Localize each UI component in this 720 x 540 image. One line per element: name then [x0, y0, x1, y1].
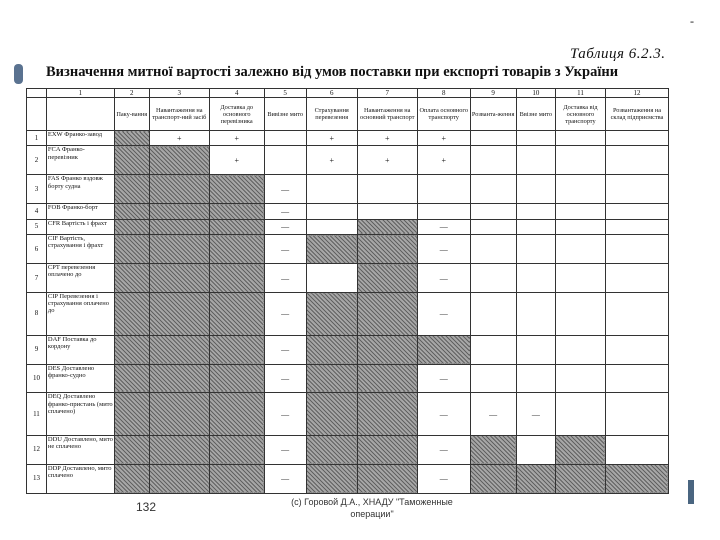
shaded-cell — [114, 219, 149, 234]
shaded-cell — [149, 464, 209, 493]
empty-cell — [605, 335, 668, 364]
table-row — [27, 464, 669, 493]
column-number: 7 — [357, 89, 417, 98]
table-number: Таблиця 6.2.3. — [570, 46, 666, 62]
row-number: 3 — [27, 175, 47, 204]
column-header: Навантаження на транспорт-ний засіб — [149, 98, 209, 131]
shaded-cell — [209, 364, 264, 393]
incoterm-cell: DDU Доставлено, мито не сплачено — [46, 435, 114, 464]
empty-cell — [605, 219, 668, 234]
shaded-cell — [209, 293, 264, 336]
value-cell: — — [417, 264, 470, 293]
value-cell: + — [209, 131, 264, 146]
value-cell: + — [149, 131, 209, 146]
shaded-cell — [209, 393, 264, 436]
row-number: 12 — [27, 435, 47, 464]
empty-cell — [470, 293, 516, 336]
empty-cell — [306, 204, 357, 219]
row-number: 8 — [27, 293, 47, 336]
empty-cell — [470, 204, 516, 219]
value-cell: — — [264, 264, 306, 293]
value-cell: — — [264, 393, 306, 436]
value-cell: — — [264, 364, 306, 393]
shaded-cell — [209, 264, 264, 293]
shaded-cell — [149, 435, 209, 464]
column-header: Розвантаження на склад підприємства — [605, 98, 668, 131]
value-cell: — — [264, 335, 306, 364]
empty-cell — [605, 435, 668, 464]
empty-cell — [605, 235, 668, 264]
value-cell: — — [264, 464, 306, 493]
value-cell: — — [264, 204, 306, 219]
empty-cell — [605, 131, 668, 146]
column-number: 2 — [114, 89, 149, 98]
empty-cell — [605, 175, 668, 204]
shaded-cell — [114, 364, 149, 393]
empty-cell — [470, 175, 516, 204]
row-number: 13 — [27, 464, 47, 493]
column-header: Доставка від основного транспорту — [555, 98, 605, 131]
shaded-cell — [516, 464, 555, 493]
shaded-cell — [149, 293, 209, 336]
row-number: 1 — [27, 131, 47, 146]
column-number: 10 — [516, 89, 555, 98]
column-header: Страхування перевезення — [306, 98, 357, 131]
empty-cell — [555, 364, 605, 393]
column-number: 4 — [209, 89, 264, 98]
shaded-cell — [306, 364, 357, 393]
empty-cell — [306, 175, 357, 204]
table-row — [27, 364, 669, 393]
empty-cell — [516, 219, 555, 234]
incoterm-cell: FOB Франко-борт — [46, 204, 114, 219]
column-header: Розванта-ження — [470, 98, 516, 131]
shaded-cell — [357, 393, 417, 436]
shaded-cell — [209, 175, 264, 204]
shaded-cell — [555, 464, 605, 493]
empty-cell — [605, 146, 668, 175]
empty-cell — [555, 204, 605, 219]
empty-cell — [516, 364, 555, 393]
row-number: 11 — [27, 393, 47, 436]
row-number: 7 — [27, 264, 47, 293]
empty-cell — [516, 293, 555, 336]
empty-cell — [555, 131, 605, 146]
row-number: 5 — [27, 219, 47, 234]
shaded-cell — [209, 335, 264, 364]
shaded-cell — [417, 335, 470, 364]
empty-cell — [264, 131, 306, 146]
shaded-cell — [114, 335, 149, 364]
page-number: 132 — [136, 500, 157, 514]
table-row — [27, 293, 669, 336]
column-number-row — [27, 89, 669, 98]
shaded-cell — [357, 235, 417, 264]
empty-cell — [555, 235, 605, 264]
shaded-cell — [209, 219, 264, 234]
shaded-cell — [357, 464, 417, 493]
shaded-cell — [149, 175, 209, 204]
value-cell: — — [417, 293, 470, 336]
page-dash-mark: - — [690, 14, 694, 28]
slide-marker — [14, 64, 23, 84]
shaded-cell — [114, 175, 149, 204]
empty-cell — [470, 219, 516, 234]
value-cell: — — [417, 364, 470, 393]
value-cell: — — [417, 435, 470, 464]
empty-cell — [470, 364, 516, 393]
empty-cell — [516, 335, 555, 364]
shaded-cell — [114, 393, 149, 436]
column-header: Вивізне мито — [264, 98, 306, 131]
value-cell: + — [306, 131, 357, 146]
column-number: 12 — [605, 89, 668, 98]
incoterm-cell: FAS Франко вздовж борту судна — [46, 175, 114, 204]
empty-cell — [306, 219, 357, 234]
column-number: 3 — [149, 89, 209, 98]
empty-cell — [605, 364, 668, 393]
page-title: Визначення митної вартості залежно від умов поставки при експорті товарів з України — [46, 64, 619, 80]
empty-cell — [516, 264, 555, 293]
shaded-cell — [114, 131, 149, 146]
value-cell: + — [417, 146, 470, 175]
column-number: 11 — [555, 89, 605, 98]
column-header-row — [27, 98, 669, 131]
table-row — [27, 175, 669, 204]
table-row — [27, 219, 669, 234]
corner-cell — [27, 98, 47, 131]
shaded-cell — [306, 293, 357, 336]
column-header: Оплата основного транспорту — [417, 98, 470, 131]
shaded-cell — [306, 335, 357, 364]
empty-cell — [555, 335, 605, 364]
incoterm-cell: DDP Доставлено, мито сплачено — [46, 464, 114, 493]
column-header: Ввізне мито — [516, 98, 555, 131]
column-number: 6 — [306, 89, 357, 98]
value-cell: — — [417, 235, 470, 264]
empty-cell — [306, 264, 357, 293]
shaded-cell — [149, 264, 209, 293]
shaded-cell — [114, 146, 149, 175]
incoterm-cell: CIF Вартість, страхування і фрахт — [46, 235, 114, 264]
empty-cell — [417, 175, 470, 204]
empty-cell — [470, 235, 516, 264]
shaded-cell — [209, 235, 264, 264]
column-number: 9 — [470, 89, 516, 98]
empty-cell — [516, 146, 555, 175]
shaded-cell — [114, 264, 149, 293]
shaded-cell — [114, 204, 149, 219]
column-number: 5 — [264, 89, 306, 98]
shaded-cell — [114, 435, 149, 464]
empty-cell — [555, 264, 605, 293]
shaded-cell — [149, 146, 209, 175]
row-number: 6 — [27, 235, 47, 264]
empty-cell — [357, 204, 417, 219]
empty-cell — [357, 175, 417, 204]
shaded-cell — [306, 435, 357, 464]
shaded-cell — [306, 235, 357, 264]
value-cell: — — [264, 219, 306, 234]
column-header: Паку-вання — [114, 98, 149, 131]
value-cell: + — [209, 146, 264, 175]
value-cell: — — [516, 393, 555, 436]
incoterm-cell: CPT перевезення оплачено до — [46, 264, 114, 293]
incoterm-cell: EXW Франко-завод — [46, 131, 114, 146]
empty-cell — [417, 204, 470, 219]
incoterm-cell: CIP Перевезення і страхування оплачено до — [46, 293, 114, 336]
empty-cell — [555, 146, 605, 175]
table-row — [27, 235, 669, 264]
value-cell: — — [264, 175, 306, 204]
empty-cell — [605, 393, 668, 436]
shaded-cell — [357, 335, 417, 364]
empty-cell — [605, 204, 668, 219]
corner-cell — [27, 89, 47, 98]
column-header: Навантаження на основний транспорт — [357, 98, 417, 131]
table-row — [27, 204, 669, 219]
empty-cell — [264, 146, 306, 175]
shaded-cell — [306, 464, 357, 493]
table-row — [27, 264, 669, 293]
empty-cell — [516, 204, 555, 219]
value-cell: + — [357, 131, 417, 146]
column-header: Доставка до основного перевізника — [209, 98, 264, 131]
shaded-cell — [114, 293, 149, 336]
shaded-cell — [114, 464, 149, 493]
footer-credit: (с) Горовой Д.А., ХНАДУ "Таможенные операции" — [291, 497, 453, 519]
shaded-cell — [149, 393, 209, 436]
table-row — [27, 335, 669, 364]
value-cell: — — [264, 293, 306, 336]
shaded-cell — [209, 204, 264, 219]
shaded-cell — [149, 235, 209, 264]
value-cell: — — [417, 219, 470, 234]
shaded-cell — [555, 435, 605, 464]
table-row — [27, 393, 669, 436]
empty-cell — [470, 146, 516, 175]
incoterm-cell: FCA Франко-перевізник — [46, 146, 114, 175]
value-cell: — — [264, 435, 306, 464]
value-cell: — — [470, 393, 516, 436]
empty-cell — [516, 175, 555, 204]
value-cell: + — [357, 146, 417, 175]
shaded-cell — [149, 364, 209, 393]
shaded-cell — [357, 364, 417, 393]
value-cell: — — [264, 235, 306, 264]
shaded-cell — [149, 335, 209, 364]
row-number: 9 — [27, 335, 47, 364]
empty-cell — [470, 335, 516, 364]
column-header — [46, 98, 114, 131]
shaded-cell — [209, 435, 264, 464]
shaded-cell — [357, 219, 417, 234]
shaded-cell — [357, 435, 417, 464]
shaded-cell — [114, 235, 149, 264]
value-cell: — — [417, 393, 470, 436]
empty-cell — [555, 393, 605, 436]
shaded-cell — [149, 204, 209, 219]
incoterm-cell: DEQ Доставлено франко-пристань (мито сплачено) — [46, 393, 114, 436]
empty-cell — [555, 175, 605, 204]
shaded-cell — [357, 293, 417, 336]
empty-cell — [516, 435, 555, 464]
shaded-cell — [209, 464, 264, 493]
column-number: 1 — [46, 89, 114, 98]
row-number: 4 — [27, 204, 47, 219]
customs-value-table — [26, 88, 669, 494]
empty-cell — [555, 293, 605, 336]
empty-cell — [470, 264, 516, 293]
incoterm-cell: CFR Вартість і фрахт — [46, 219, 114, 234]
table-row — [27, 131, 669, 146]
empty-cell — [516, 235, 555, 264]
shaded-cell — [306, 393, 357, 436]
row-number: 2 — [27, 146, 47, 175]
value-cell: + — [417, 131, 470, 146]
empty-cell — [516, 131, 555, 146]
value-cell: — — [417, 464, 470, 493]
empty-cell — [605, 264, 668, 293]
value-cell: + — [306, 146, 357, 175]
shaded-cell — [470, 435, 516, 464]
empty-cell — [555, 219, 605, 234]
shaded-cell — [605, 464, 668, 493]
shaded-cell — [357, 264, 417, 293]
row-number: 10 — [27, 364, 47, 393]
incoterm-cell: DAF Поставка до кордону — [46, 335, 114, 364]
shaded-cell — [470, 464, 516, 493]
table-row — [27, 146, 669, 175]
table-row — [27, 435, 669, 464]
shaded-cell — [149, 219, 209, 234]
empty-cell — [605, 293, 668, 336]
empty-cell — [470, 131, 516, 146]
incoterm-cell: DES Доставлено франко-судно — [46, 364, 114, 393]
slide-edge-marker — [688, 480, 694, 504]
column-number: 8 — [417, 89, 470, 98]
